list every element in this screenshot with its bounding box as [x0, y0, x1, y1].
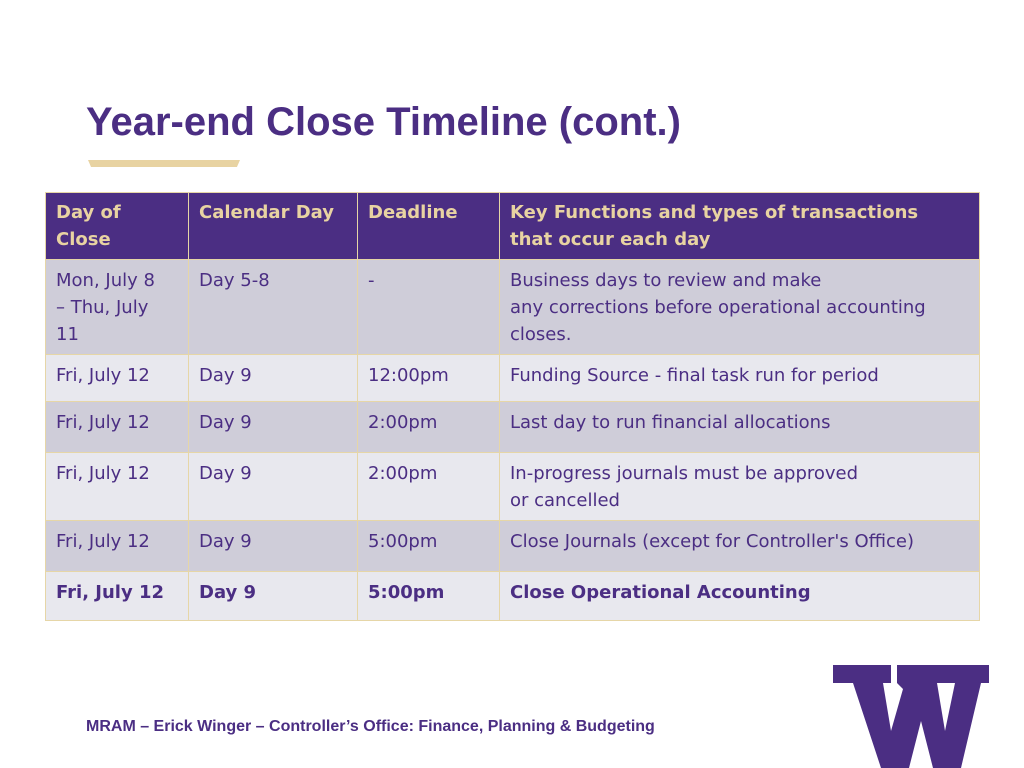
- cell-calendar-day: Day 9: [189, 355, 358, 402]
- cell-deadline: -: [358, 260, 500, 355]
- cell-deadline: 2:00pm: [358, 453, 500, 521]
- cell-day-of-close: Mon, July 8 – Thu, July 11: [46, 260, 189, 355]
- cell-key-function: Close Operational Accounting: [500, 572, 980, 621]
- table-header-row: [46, 193, 980, 260]
- cell-calendar-day: Day 9: [189, 402, 358, 453]
- cell-deadline: 2:00pm: [358, 402, 500, 453]
- cell-deadline: 5:00pm: [358, 572, 500, 621]
- cell-day-of-close: Fri, July 12: [46, 453, 189, 521]
- table-row: [46, 355, 980, 402]
- cell-deadline: 5:00pm: [358, 521, 500, 572]
- cell-day-of-close: Fri, July 12: [46, 355, 189, 402]
- table-row: [46, 572, 980, 621]
- table-row: [46, 402, 980, 453]
- header-calendar-day: Calendar Day: [189, 193, 358, 260]
- cell-calendar-day: Day 9: [189, 453, 358, 521]
- cell-key-function: Close Journals (except for Controller's Office): [500, 521, 980, 572]
- header-day-of-close: Day of Close: [46, 193, 189, 260]
- cell-key-function: Last day to run financial allocations: [500, 402, 980, 453]
- table-row: [46, 260, 980, 355]
- table-row: [46, 521, 980, 572]
- cell-calendar-day: Day 9: [189, 572, 358, 621]
- cell-key-function: Business days to review and make any corrections before operational accounting closes.: [500, 260, 980, 355]
- title-underline: [88, 160, 240, 167]
- header-key-functions: Key Functions and types of transactions that occur each day: [500, 193, 980, 260]
- timeline-table: [45, 192, 980, 621]
- header-deadline: Deadline: [358, 193, 500, 260]
- cell-calendar-day: Day 9: [189, 521, 358, 572]
- cell-calendar-day: Day 5-8: [189, 260, 358, 355]
- cell-deadline: 12:00pm: [358, 355, 500, 402]
- cell-day-of-close: Fri, July 12: [46, 572, 189, 621]
- slide-footer: MRAM – Erick Winger – Controller’s Office: Finance, Planning & Budgeting: [86, 718, 655, 735]
- cell-key-function: In-progress journals must be approved or cancelled: [500, 453, 980, 521]
- cell-key-function: Funding Source - final task run for period: [500, 355, 980, 402]
- slide-title: Year-end Close Timeline (cont.): [86, 100, 681, 144]
- cell-day-of-close: Fri, July 12: [46, 402, 189, 453]
- uw-w-logo: [833, 665, 989, 768]
- table-row: [46, 453, 980, 521]
- cell-day-of-close: Fri, July 12: [46, 521, 189, 572]
